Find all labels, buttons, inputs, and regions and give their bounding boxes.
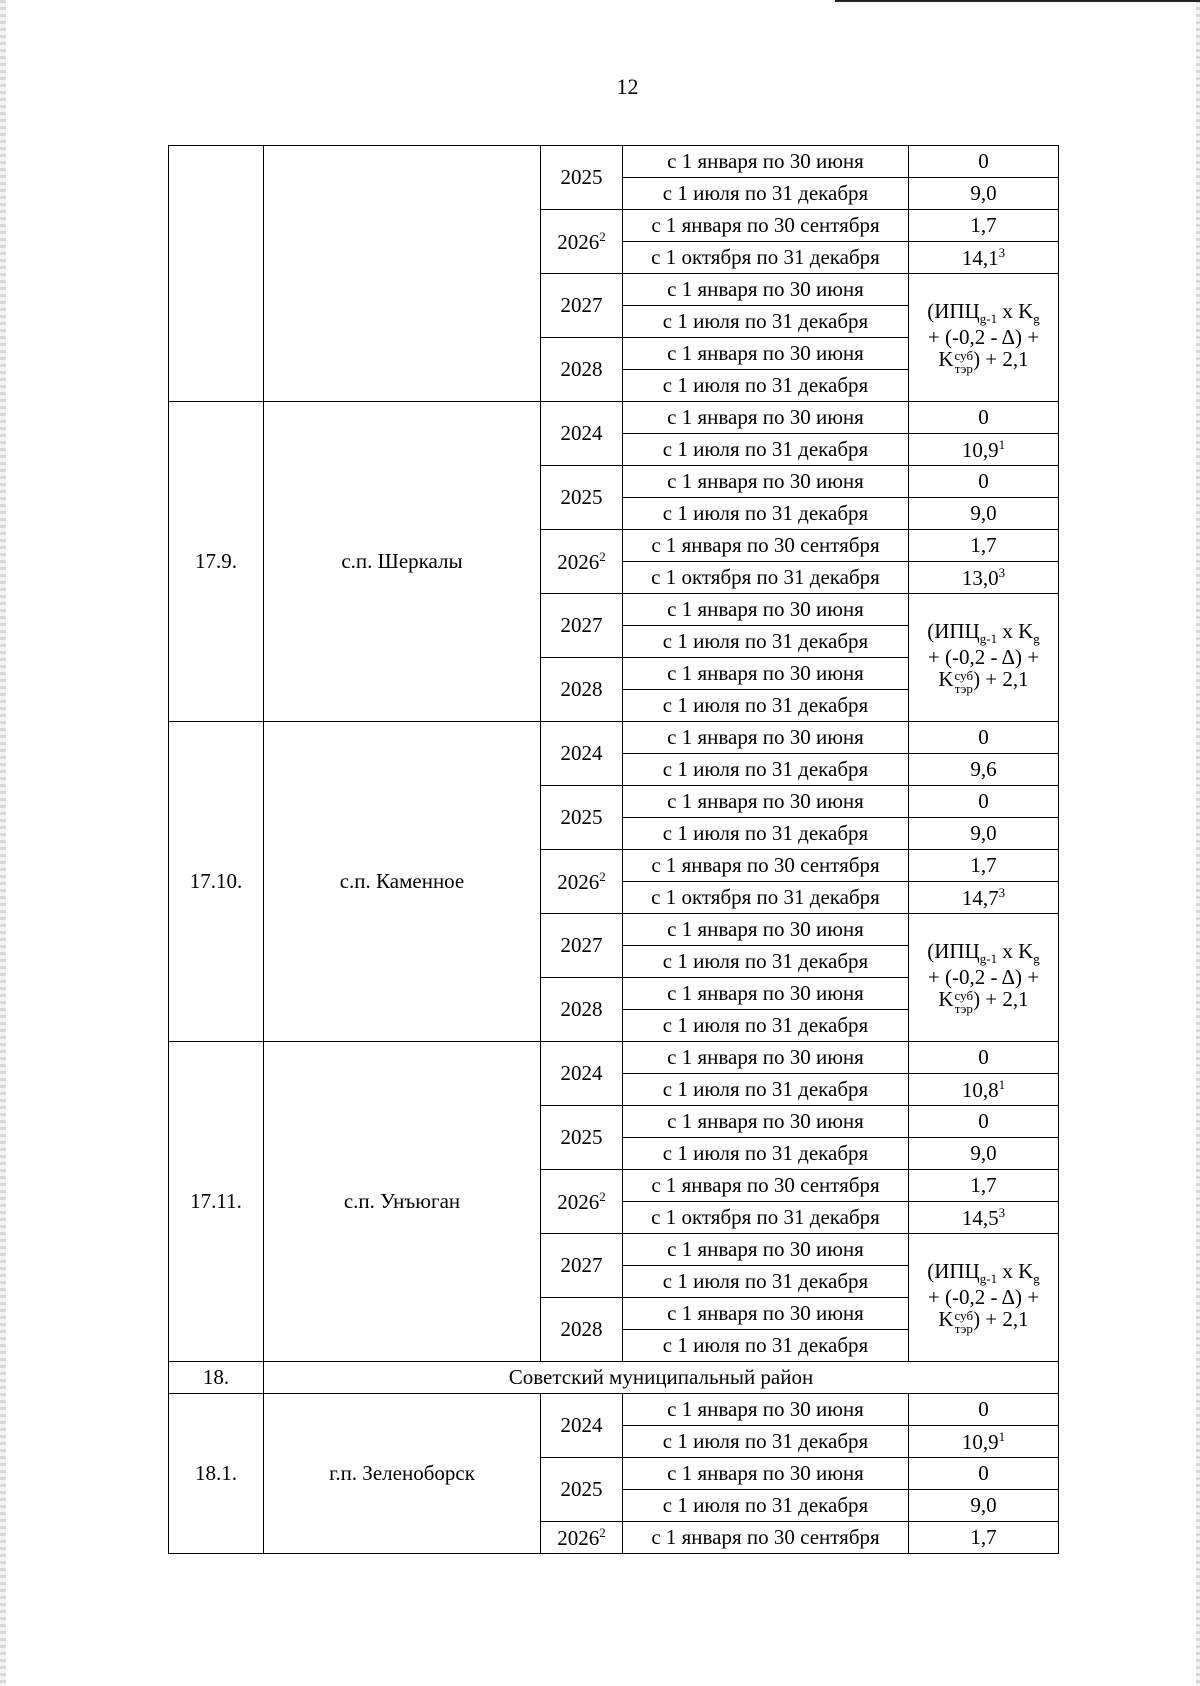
period-cell: с 1 июля по 31 декабря (623, 1074, 909, 1106)
formula-cell (909, 274, 1059, 402)
value-cell-text: 14,7 (961, 885, 999, 910)
formula-k-sub: тэр (954, 680, 973, 696)
year-2028 (541, 1298, 623, 1362)
year-2025-text: 2025 (560, 485, 603, 510)
value-cell (909, 754, 1059, 786)
period-cell: с 1 января по 30 июня (623, 1298, 909, 1330)
year-2026-footnote: 2 (599, 1524, 606, 1540)
value-cell (909, 498, 1059, 530)
value-cell-text: 0 (978, 789, 989, 814)
year-2027-text: 2027 (560, 1253, 603, 1278)
period-cell: с 1 января по 30 июня (623, 786, 909, 818)
year-2026 (541, 850, 623, 914)
year-2028 (541, 658, 623, 722)
table-row (169, 722, 1059, 754)
formula-line-2: + (-0,2 - Δ) + (927, 325, 1040, 350)
period-cell: с 1 июля по 31 декабря (623, 434, 909, 466)
year-2027 (541, 1234, 623, 1298)
period-cell: с 1 января по 30 июня (623, 1106, 909, 1138)
formula-cell (909, 594, 1059, 722)
period-cell: с 1 января по 30 июня (623, 1458, 909, 1490)
formula-kg-sub: g (1033, 311, 1040, 327)
period-cell: с 1 июля по 31 декабря (623, 1426, 909, 1458)
period-cell: с 1 июля по 31 декабря (623, 1010, 909, 1042)
name-cell: г.п. Зеленоборск (264, 1394, 541, 1554)
number-cell: 17.10. (169, 722, 264, 1042)
period-cell: с 1 января по 30 июня (623, 658, 909, 690)
period-cell: с 1 января по 30 июня (623, 274, 909, 306)
group-name: Советский муниципальный район (264, 1362, 1059, 1394)
value-cell-text: 9,0 (970, 501, 997, 526)
value-cell-footnote: 3 (998, 1204, 1006, 1220)
period-cell: с 1 октября по 31 декабря (623, 562, 909, 594)
period-cell: с 1 января по 30 июня (623, 1042, 909, 1074)
value-cell (909, 1490, 1059, 1522)
value-cell-text: 0 (978, 1397, 989, 1422)
formula-k-sup: суб (954, 987, 974, 1003)
value-cell (909, 1106, 1059, 1138)
value-cell (909, 402, 1059, 434)
year-2026-footnote: 2 (599, 228, 606, 244)
value-cell (909, 818, 1059, 850)
formula-line-1 (913, 940, 1054, 966)
year-2026-text: 2026 (557, 869, 600, 894)
year-2027-text: 2027 (560, 293, 603, 318)
year-2024 (541, 402, 623, 466)
number-cell: 17.11. (169, 1042, 264, 1362)
value-cell-text: 13,0 (961, 565, 999, 590)
value-cell-text: 9,0 (970, 1141, 997, 1166)
formula-k-indices (955, 669, 974, 695)
period-cell: с 1 июля по 31 декабря (623, 306, 909, 338)
value-cell (909, 1138, 1059, 1170)
year-2024-text: 2024 (560, 1061, 603, 1086)
value-cell-text: 0 (978, 1461, 989, 1486)
period-cell: с 1 июля по 31 декабря (623, 1266, 909, 1298)
formula-ipc-sub: g-1 (979, 311, 998, 327)
year-2025 (541, 146, 623, 210)
period-cell: с 1 октября по 31 декабря (623, 1202, 909, 1234)
period-cell: с 1 июля по 31 декабря (623, 178, 909, 210)
period-cell: с 1 января по 30 июня (623, 1394, 909, 1426)
year-2028-text: 2028 (560, 677, 603, 702)
value-cell-text: 9,0 (970, 181, 997, 206)
year-2028-text: 2028 (560, 1317, 603, 1342)
value-cell-footnote: 3 (998, 884, 1006, 900)
year-2028-text: 2028 (560, 997, 603, 1022)
formula-end: ) + 2,1 (973, 1307, 1029, 1332)
tariff-table (168, 145, 1059, 1554)
formula-k: K (938, 987, 954, 1012)
formula-kg: x K (997, 1259, 1034, 1284)
value-cell-text: 1,7 (970, 1173, 997, 1198)
value-cell-text: 0 (978, 725, 989, 750)
value-cell-footnote: 3 (998, 244, 1006, 260)
value-cell-text: 9,0 (970, 821, 997, 846)
year-2026 (541, 1522, 623, 1554)
value-cell-text: 10,9 (961, 1429, 999, 1454)
scan-right-edge (1196, 0, 1200, 1686)
table-row (169, 1042, 1059, 1074)
value-cell-text: 0 (978, 149, 989, 174)
year-2025 (541, 1458, 623, 1522)
year-2026 (541, 210, 623, 274)
scan-left-edge (0, 0, 6, 1686)
formula-k: K (938, 347, 954, 372)
period-cell: с 1 января по 30 июня (623, 338, 909, 370)
value-cell (909, 210, 1059, 242)
period-cell: с 1 января по 30 июня (623, 1234, 909, 1266)
value-cell (909, 882, 1059, 914)
value-cell-text: 1,7 (970, 213, 997, 238)
formula-cell (909, 914, 1059, 1042)
formula-ipc-sub: g-1 (979, 631, 998, 647)
value-cell-text: 0 (978, 1109, 989, 1134)
value-cell-text: 9,0 (970, 1493, 997, 1518)
year-2024-text: 2024 (560, 741, 603, 766)
year-2026 (541, 1170, 623, 1234)
period-cell: с 1 июля по 31 декабря (623, 946, 909, 978)
value-cell (909, 1170, 1059, 1202)
name-cell: с.п. Каменное (264, 722, 541, 1042)
formula-line-3 (913, 988, 1054, 1014)
value-cell (909, 1042, 1059, 1074)
value-cell-text: 14,1 (961, 245, 999, 270)
period-cell: с 1 января по 30 июня (623, 978, 909, 1010)
value-cell (909, 178, 1059, 210)
year-2025 (541, 466, 623, 530)
formula-ipc-sub: g-1 (979, 1271, 998, 1287)
period-cell: с 1 июля по 31 декабря (623, 1490, 909, 1522)
value-cell-footnote: 3 (998, 564, 1006, 580)
year-2024 (541, 722, 623, 786)
year-2025-text: 2025 (560, 165, 603, 190)
formula-line-2: + (-0,2 - Δ) + (927, 645, 1040, 670)
group-row (169, 1362, 1059, 1394)
year-2025-text: 2025 (560, 1477, 603, 1502)
year-2027-text: 2027 (560, 933, 603, 958)
formula-k-indices (955, 349, 974, 375)
formula-k-sub: тэр (954, 1000, 973, 1016)
value-cell-footnote: 1 (998, 1076, 1006, 1092)
period-cell: с 1 января по 30 июня (623, 466, 909, 498)
period-cell: с 1 января по 30 июня (623, 594, 909, 626)
period-cell: с 1 января по 30 июня (623, 402, 909, 434)
value-cell (909, 562, 1059, 594)
year-2024-text: 2024 (560, 421, 603, 446)
year-2025-text: 2025 (560, 1125, 603, 1150)
period-cell: с 1 июля по 31 декабря (623, 370, 909, 402)
value-cell (909, 1522, 1059, 1554)
formula-k-indices (955, 1309, 974, 1335)
value-cell (909, 1426, 1059, 1458)
period-cell: с 1 июля по 31 декабря (623, 626, 909, 658)
formula-line-1 (913, 620, 1054, 646)
formula-line-3 (913, 348, 1054, 374)
year-2028 (541, 978, 623, 1042)
formula-cell (909, 1234, 1059, 1362)
year-2026-text: 2026 (557, 229, 600, 254)
value-cell-text: 1,7 (970, 853, 997, 878)
period-cell: с 1 января по 30 июня (623, 914, 909, 946)
year-2027 (541, 594, 623, 658)
value-cell-text: 0 (978, 1045, 989, 1070)
period-cell: с 1 января по 30 сентября (623, 530, 909, 562)
period-cell: с 1 июля по 31 декабря (623, 754, 909, 786)
year-2024-text: 2024 (560, 1413, 603, 1438)
table-row (169, 146, 1059, 178)
value-cell (909, 242, 1059, 274)
year-2027 (541, 914, 623, 978)
year-2026-footnote: 2 (599, 868, 606, 884)
formula-ipc: (ИПЦ (927, 1259, 980, 1284)
year-2025 (541, 786, 623, 850)
formula-k-sup: суб (954, 1307, 974, 1323)
formula-kg-sub: g (1033, 631, 1040, 647)
formula-ipc-sub: g-1 (979, 951, 998, 967)
formula-ipc: (ИПЦ (927, 939, 980, 964)
year-2028 (541, 338, 623, 402)
number-cell: 18.1. (169, 1394, 264, 1554)
value-cell-text: 0 (978, 405, 989, 430)
page-number: 12 (616, 74, 639, 99)
formula-kg: x K (997, 619, 1034, 644)
year-2025 (541, 1106, 623, 1170)
period-cell: с 1 января по 30 сентября (623, 850, 909, 882)
table-row (169, 1394, 1059, 1426)
name-cell: с.п. Шеркалы (264, 402, 541, 722)
formula-end: ) + 2,1 (973, 667, 1029, 692)
formula-ipc: (ИПЦ (927, 299, 980, 324)
year-2026-text: 2026 (557, 1525, 600, 1550)
year-2026-text: 2026 (557, 1189, 600, 1214)
period-cell: с 1 января по 30 июня (623, 722, 909, 754)
formula-k: K (938, 1307, 954, 1332)
year-2028-text: 2028 (560, 357, 603, 382)
value-cell-text: 1,7 (970, 1525, 997, 1550)
name-cell (264, 146, 541, 402)
year-2024 (541, 1042, 623, 1106)
formula-ipc: (ИПЦ (927, 619, 980, 644)
period-cell: с 1 июля по 31 декабря (623, 1330, 909, 1362)
year-2026-footnote: 2 (599, 1188, 606, 1204)
formula-kg-sub: g (1033, 1271, 1040, 1287)
period-cell: с 1 января по 30 июня (623, 146, 909, 178)
formula-end: ) + 2,1 (973, 987, 1029, 1012)
formula-k-sub: тэр (954, 360, 973, 376)
formula-line-1 (913, 300, 1054, 326)
formula-line-2: + (-0,2 - Δ) + (927, 1285, 1040, 1310)
number-cell (169, 146, 264, 402)
formula-k-indices (955, 989, 974, 1015)
value-cell-footnote: 1 (998, 1428, 1006, 1444)
formula-line-1 (913, 1260, 1054, 1286)
value-cell-footnote: 1 (998, 436, 1006, 452)
formula-line-2: + (-0,2 - Δ) + (927, 965, 1040, 990)
value-cell (909, 1394, 1059, 1426)
formula-k-sup: суб (954, 667, 974, 683)
year-2026-text: 2026 (557, 549, 600, 574)
value-cell (909, 530, 1059, 562)
value-cell (909, 1458, 1059, 1490)
period-cell: с 1 января по 30 сентября (623, 1170, 909, 1202)
formula-end: ) + 2,1 (973, 347, 1029, 372)
value-cell-text: 10,8 (961, 1077, 999, 1102)
year-2026 (541, 530, 623, 594)
value-cell-text: 1,7 (970, 533, 997, 558)
value-cell (909, 1074, 1059, 1106)
year-2026-footnote: 2 (599, 548, 606, 564)
value-cell (909, 786, 1059, 818)
formula-k-sup: суб (954, 347, 974, 363)
value-cell-text: 9,6 (970, 757, 997, 782)
year-2024 (541, 1394, 623, 1458)
period-cell: с 1 июля по 31 декабря (623, 498, 909, 530)
formula-line-3 (913, 668, 1054, 694)
top-rule (835, 0, 1200, 2)
value-cell-text: 10,9 (961, 437, 999, 462)
period-cell: с 1 июля по 31 декабря (623, 690, 909, 722)
value-cell (909, 466, 1059, 498)
value-cell (909, 722, 1059, 754)
year-2027 (541, 274, 623, 338)
period-cell: с 1 октября по 31 декабря (623, 242, 909, 274)
value-cell (909, 146, 1059, 178)
period-cell: с 1 октября по 31 декабря (623, 882, 909, 914)
formula-line-3 (913, 1308, 1054, 1334)
name-cell: с.п. Унъюган (264, 1042, 541, 1362)
value-cell (909, 434, 1059, 466)
value-cell-text: 0 (978, 469, 989, 494)
formula-k-sub: тэр (954, 1320, 973, 1336)
value-cell (909, 1202, 1059, 1234)
year-2027-text: 2027 (560, 613, 603, 638)
year-2025-text: 2025 (560, 805, 603, 830)
period-cell: с 1 января по 30 сентября (623, 210, 909, 242)
formula-k: K (938, 667, 954, 692)
number-cell: 17.9. (169, 402, 264, 722)
formula-kg-sub: g (1033, 951, 1040, 967)
formula-kg: x K (997, 299, 1034, 324)
value-cell-text: 14,5 (961, 1205, 999, 1230)
value-cell (909, 850, 1059, 882)
period-cell: с 1 июля по 31 декабря (623, 818, 909, 850)
group-number: 18. (169, 1362, 264, 1394)
period-cell: с 1 января по 30 сентября (623, 1522, 909, 1554)
table-row (169, 402, 1059, 434)
formula-kg: x K (997, 939, 1034, 964)
period-cell: с 1 июля по 31 декабря (623, 1138, 909, 1170)
